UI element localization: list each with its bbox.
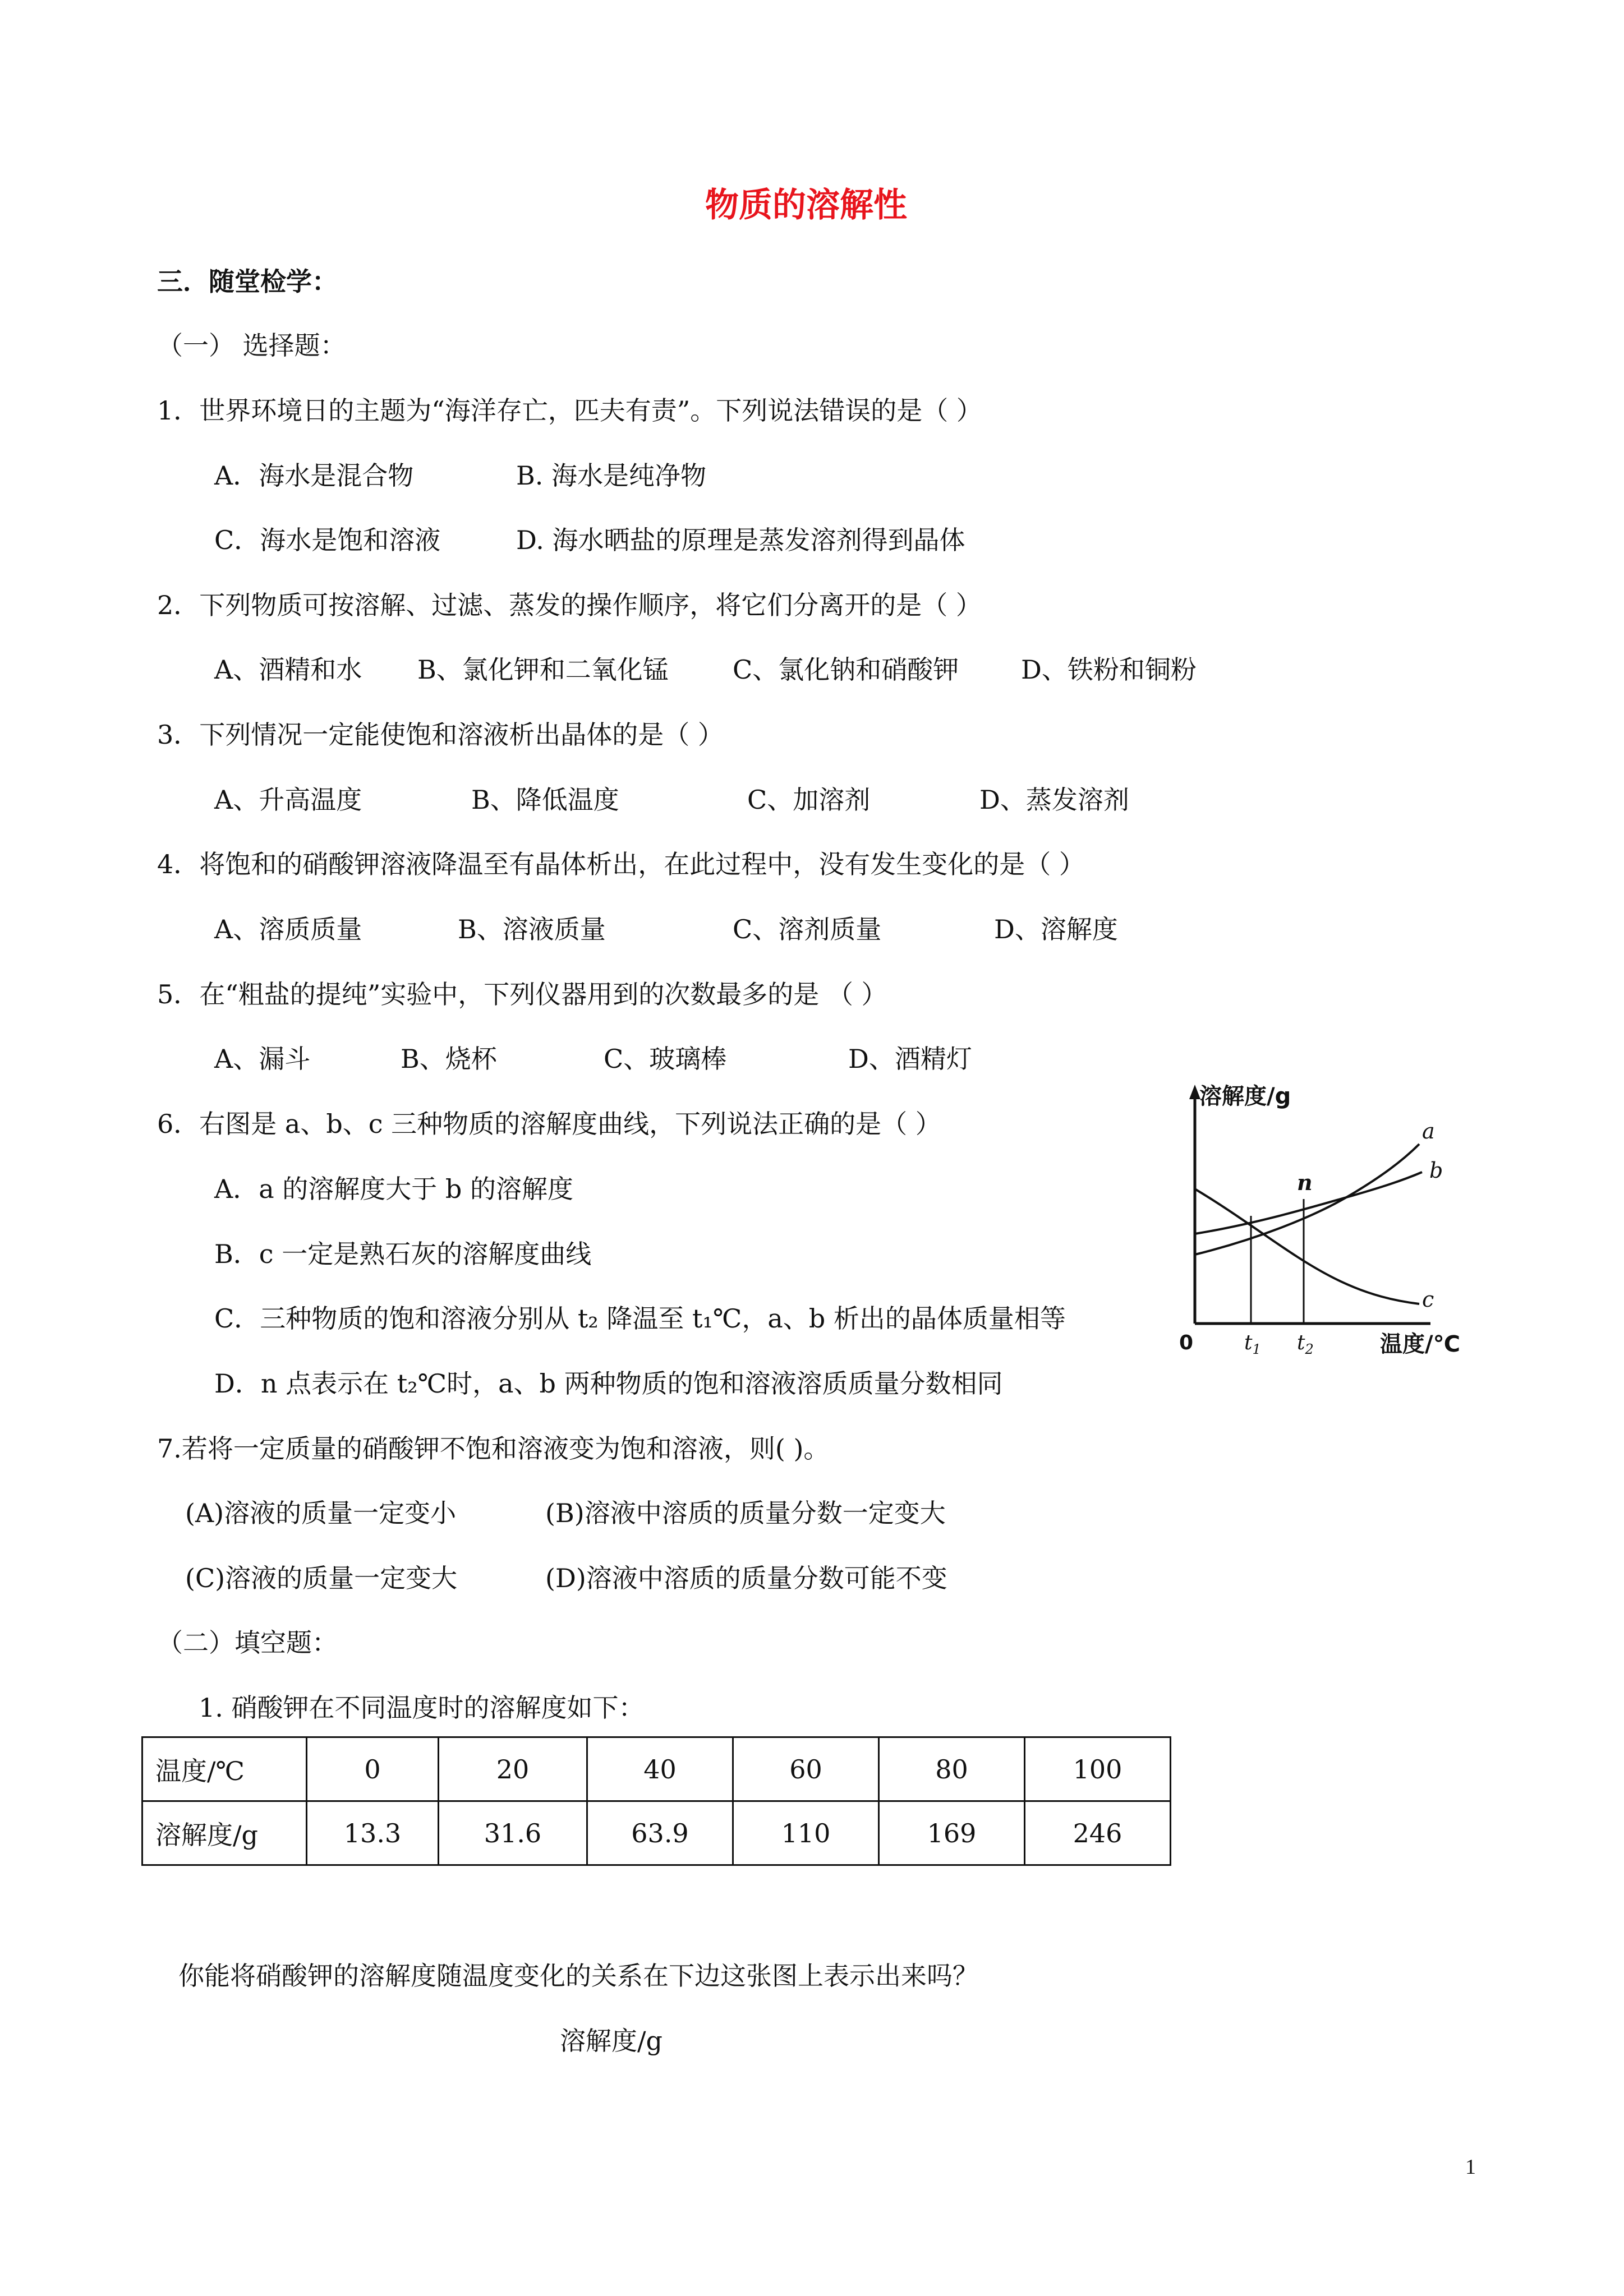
table-cell: 60 xyxy=(733,1737,879,1801)
q3-option-b: B、降低温度 xyxy=(471,785,619,815)
table-row-header: 溶解度/g xyxy=(142,1801,307,1865)
q1-option-c: C．海水是饱和溶液 xyxy=(214,525,441,555)
fill-question-1: 1. 硝酸钾在不同温度时的溶解度如下： xyxy=(199,1693,645,1723)
part-heading-fill: （二）填空题： xyxy=(157,1628,338,1658)
q2-option-c: C、氯化钠和硝酸钾 xyxy=(733,654,959,685)
graph-ylabel: 溶解度/g xyxy=(560,2026,663,2056)
table-cell: 110 xyxy=(733,1801,879,1865)
figure-y-arrow xyxy=(1189,1085,1200,1099)
figure-t1-label: $t_1$ xyxy=(1244,1331,1261,1357)
figure-ylabel: 溶解度/g xyxy=(1199,1084,1291,1109)
curve-c-label: c xyxy=(1422,1287,1434,1312)
q3-option-d: D、蒸发溶剂 xyxy=(979,785,1129,815)
q4-option-a: A、溶质质量 xyxy=(214,914,362,944)
q2-option-a: A、酒精和水 xyxy=(214,654,362,685)
q5-option-a: A、漏斗 xyxy=(214,1044,311,1074)
q2-option-d: D、铁粉和铜粉 xyxy=(1021,654,1197,685)
q4-option-d: D、溶解度 xyxy=(994,914,1118,944)
table-cell: 63.9 xyxy=(587,1801,733,1865)
q5-option-d: D、酒精灯 xyxy=(848,1044,972,1074)
q7-option-a: (A)溶液的质量一定变小 xyxy=(185,1498,457,1528)
table-cell: 80 xyxy=(879,1737,1025,1801)
table-row xyxy=(142,1737,1171,1801)
table-cell: 246 xyxy=(1025,1801,1171,1865)
figure-t2-label: $t_2$ xyxy=(1297,1331,1314,1357)
table-cell: 20 xyxy=(439,1737,587,1801)
part-heading-choice: （一） 选择题： xyxy=(157,330,346,361)
question-4: 4．将饱和的硝酸钾溶液降温至有晶体析出，在此过程中，没有发生变化的是（ ） xyxy=(157,849,1085,879)
table-cell: 40 xyxy=(587,1737,733,1801)
solubility-table xyxy=(141,1736,1171,1866)
q1-option-d: D. 海水晒盐的原理是蒸发溶剂得到晶体 xyxy=(516,525,965,555)
point-n-label: n xyxy=(1297,1170,1313,1195)
section-heading: 三．随堂检学： xyxy=(157,266,338,297)
q1-option-a: A．海水是混合物 xyxy=(214,460,414,491)
q7-option-d: (D)溶液中溶质的质量分数可能不变 xyxy=(545,1563,947,1593)
question-7: 7.若将一定质量的硝酸钾不饱和溶液变为饱和溶液，则( )。 xyxy=(157,1433,830,1464)
curve-b-label: b xyxy=(1429,1158,1443,1183)
q3-option-a: A、升高温度 xyxy=(214,785,362,815)
q5-option-c: C、玻璃棒 xyxy=(604,1044,727,1074)
solubility-curve-figure xyxy=(1167,1077,1481,1368)
q5-option-b: B、烧杯 xyxy=(401,1044,497,1074)
graph-prompt: 你能将硝酸钾的溶解度随温度变化的关系在下边这张图上表示出来吗？ xyxy=(178,1961,978,1991)
q6-option-a: A．a 的溶解度大于 b 的溶解度 xyxy=(214,1174,573,1204)
q6-option-b: B．c 一定是熟石灰的溶解度曲线 xyxy=(214,1239,592,1269)
q3-option-c: C、加溶剂 xyxy=(747,785,871,815)
curve-a xyxy=(1195,1144,1419,1255)
page-title: 物质的溶解性 xyxy=(705,186,907,225)
q6-option-c: C．三种物质的饱和溶液分别从 t₂ 降温至 t₁℃，a、b 析出的晶体质量相等 xyxy=(214,1303,1066,1334)
q4-option-c: C、溶剂质量 xyxy=(733,914,882,944)
q4-option-b: B、溶液质量 xyxy=(458,914,606,944)
table-cell: 13.3 xyxy=(307,1801,439,1865)
page-number: 1 xyxy=(1465,2155,1476,2179)
question-1: 1．世界环境日的主题为“海洋存亡，匹夫有责”。下列说法错误的是（ ） xyxy=(157,395,982,426)
question-6: 6．右图是 a、b、c 三种物质的溶解度曲线，下列说法正确的是（ ） xyxy=(157,1109,941,1139)
q1-option-b: B. 海水是纯净物 xyxy=(516,460,707,491)
question-5: 5．在“粗盐的提纯”实验中，下列仪器用到的次数最多的是 （ ） xyxy=(157,979,887,1009)
curve-a-label: a xyxy=(1422,1119,1435,1144)
figure-xlabel: 温度/℃ xyxy=(1380,1331,1461,1357)
question-3: 3．下列情况一定能使饱和溶液析出晶体的是（ ） xyxy=(157,720,724,750)
table-row xyxy=(142,1801,1171,1865)
table-cell: 100 xyxy=(1025,1737,1171,1801)
table-cell: 0 xyxy=(307,1737,439,1801)
table-row-header: 温度/℃ xyxy=(142,1737,307,1801)
q6-option-d: D．n 点表示在 t₂℃时，a、b 两种物质的饱和溶液溶质质量分数相同 xyxy=(214,1368,1003,1399)
table-cell: 31.6 xyxy=(439,1801,587,1865)
q7-option-b: (B)溶液中溶质的质量分数一定变大 xyxy=(545,1498,946,1528)
q7-option-c: (C)溶液的质量一定变大 xyxy=(185,1563,458,1593)
question-2: 2．下列物质可按溶解、过滤、蒸发的操作顺序，将它们分离开的是（ ） xyxy=(157,590,982,620)
table-cell: 169 xyxy=(879,1801,1025,1865)
figure-origin: 0 xyxy=(1179,1331,1194,1354)
q2-option-b: B、氯化钾和二氧化锰 xyxy=(417,654,669,685)
